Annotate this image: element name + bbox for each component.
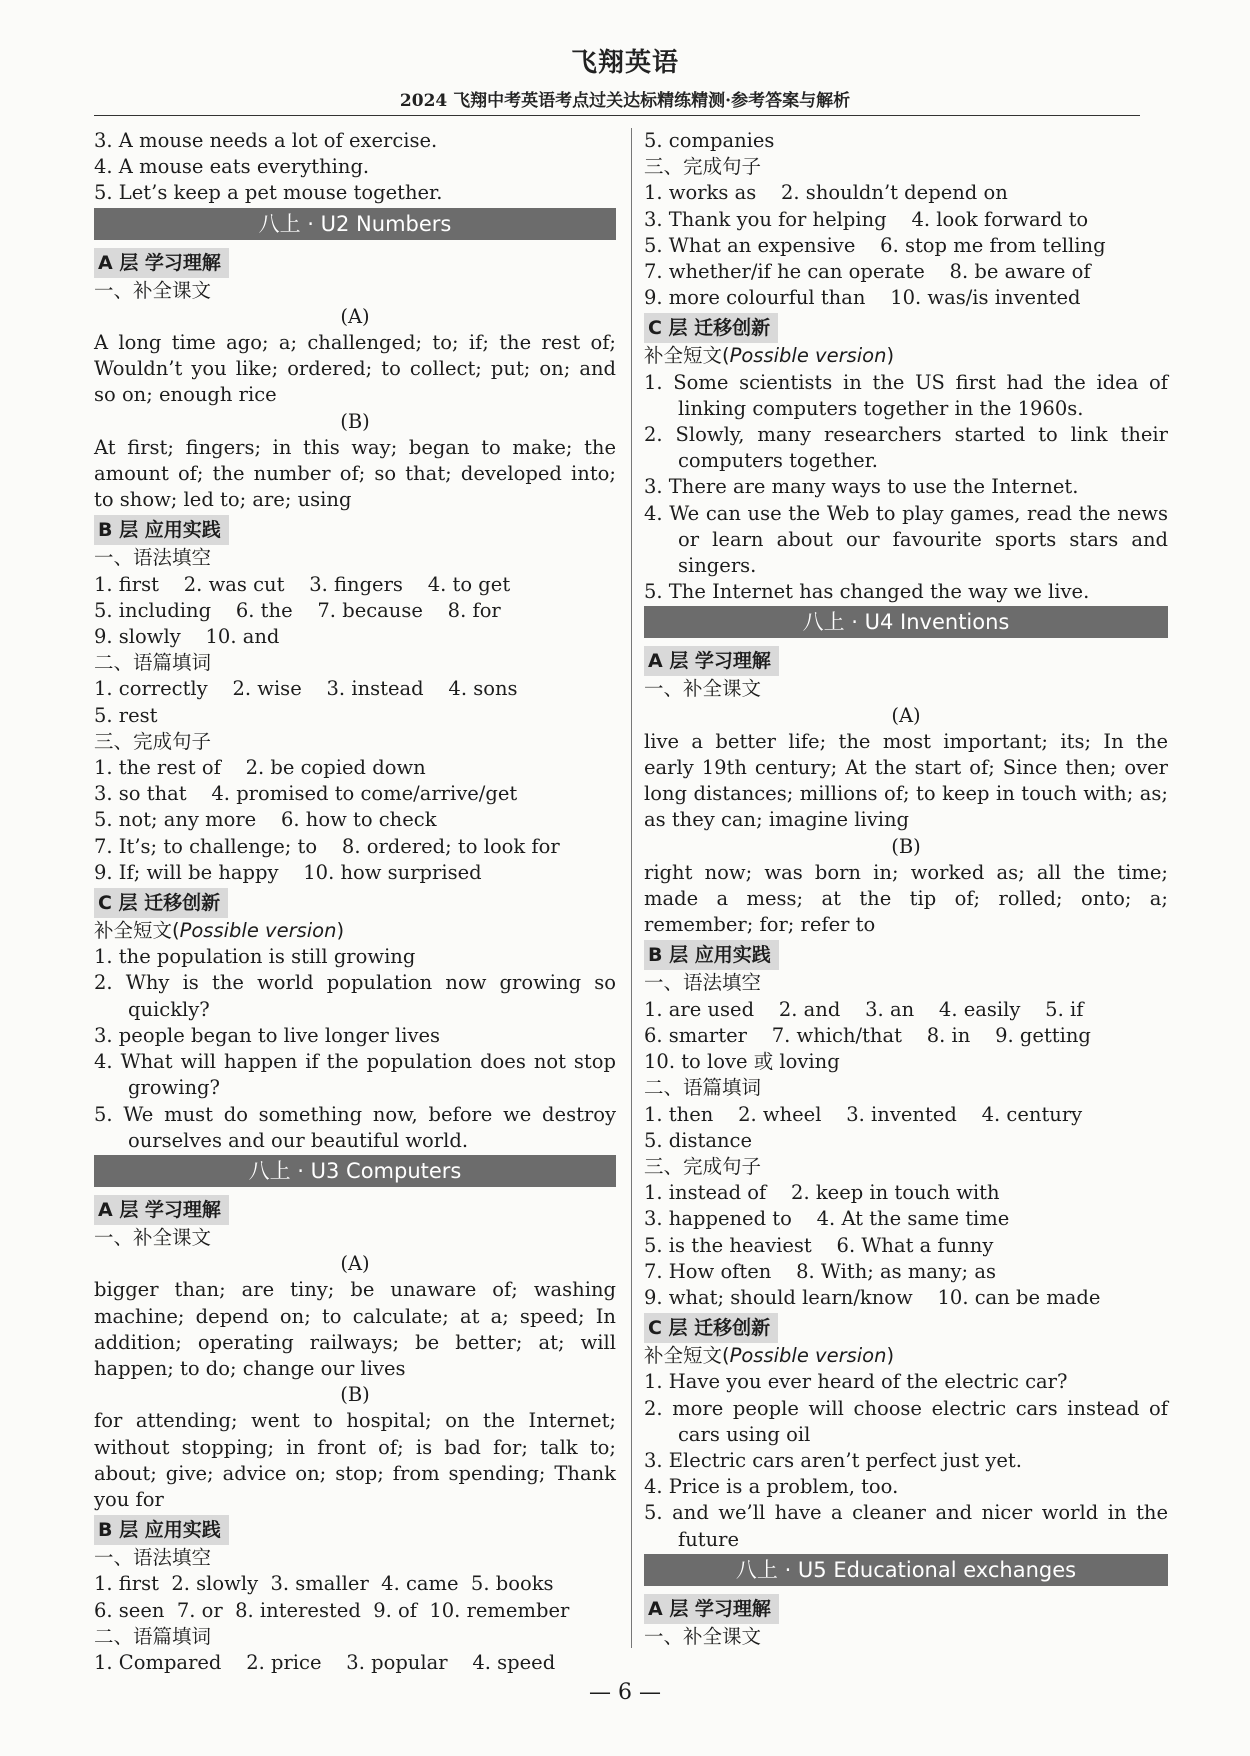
level-heading: C 层 迁移创新 <box>644 1313 778 1343</box>
answer-line: 5. distance <box>644 1128 753 1152</box>
level-heading-row <box>94 1513 616 1545</box>
level-heading-row <box>644 644 1168 676</box>
left-column <box>94 128 616 1676</box>
answer-paragraph: live a better life; the most important; its; In the early 19th century; At the start of; Since then; over long distances; millions of; to keep in touch with; as; as they can; imagine living <box>644 729 1168 832</box>
section-heading: 三、完成句子 <box>644 1154 762 1178</box>
answer-line: 3. Thank you for helping 4. look forward to <box>644 207 1089 231</box>
section-heading: 一、补全课文 <box>94 1225 212 1249</box>
unit-banner: 八上 · U3 Computers <box>94 1155 616 1187</box>
passage-label: (B) <box>340 409 370 433</box>
answer-paragraph: At first; fingers; in this way; began to make; the amount of; the number of; so that; developed into; to show; led to; are; using <box>94 435 616 512</box>
level-heading: C 层 迁移创新 <box>94 888 228 918</box>
answer-line: 5. Let’s keep a pet mouse together. <box>94 181 443 205</box>
level-heading: A 层 学习理解 <box>94 248 229 278</box>
answer-item: 2. more people will choose electric cars instead of cars using oil <box>644 1396 1168 1446</box>
answer-line: 1. first 2. was cut 3. fingers 4. to get <box>94 572 511 596</box>
answer-item: 1. the population is still growing <box>94 945 416 969</box>
level-heading-row <box>644 938 1168 970</box>
answer-line: 3. happened to 4. At the same time <box>644 1207 1010 1231</box>
answer-item: 4. Price is a problem, too. <box>644 1475 899 1499</box>
section-heading: 一、补全课文 <box>644 1624 762 1648</box>
answer-item: 3. There are many ways to use the Internet. <box>644 475 1079 499</box>
answer-line: 3. so that 4. promised to come/arrive/get <box>94 782 518 806</box>
answer-paragraph: right now; was born in; worked as; all the time; made a mess; at the tip of; rolled; onto; a; remember; for; refer to <box>644 860 1168 937</box>
answer-paragraph: bigger than; are tiny; be unaware of; washing machine; depend on; to calculate; at a; speed; In addition; operating railways; be better; at; will happen; to do; change our lives <box>94 1278 616 1380</box>
level-heading-row <box>644 1592 1168 1624</box>
level-heading: B 层 应用实践 <box>94 515 229 545</box>
answer-item: 2. Why is the world population now growing so quickly? <box>94 971 616 1021</box>
answer-paragraph: for attending; went to hospital; on the Internet; without stopping; in front of; is bad for; talk to; about; give; advice on; stop; from spending; Thank you for <box>94 1409 616 1511</box>
level-heading: C 层 迁移创新 <box>644 313 778 343</box>
answer-line: 1. works as 2. shouldn’t depend on <box>644 181 1008 205</box>
answer-line: 5. not; any more 6. how to check <box>94 808 437 832</box>
answer-line: 5. is the heaviest 6. What a funny <box>644 1233 994 1257</box>
section-heading: 三、完成句子 <box>94 729 212 753</box>
answer-item: 1. Have you ever heard of the electric car? <box>644 1370 1068 1394</box>
possible-version-note: Possible version <box>179 919 337 943</box>
answer-line: 3. A mouse needs a lot of exercise. <box>94 129 438 152</box>
level-heading: A 层 学习理解 <box>644 646 779 676</box>
header-rule <box>94 115 1140 116</box>
answer-line: 7. How often 8. With; as many; as <box>644 1259 996 1283</box>
level-heading-row <box>644 311 1168 343</box>
subsection-heading <box>644 1343 1168 1369</box>
answer-item: 5. The Internet has changed the way we live. <box>644 580 1090 604</box>
answer-item: 2. Slowly, many researchers started to link their computers together. <box>644 423 1168 473</box>
level-heading-row <box>94 1193 616 1225</box>
level-heading-row <box>94 886 616 918</box>
paren-close: ) <box>336 919 345 943</box>
answer-paragraph: A long time ago; a; challenged; to; if; the rest of; Wouldn’t you like; ordered; to collect; put; on; and so on; enough rice <box>94 331 616 407</box>
section-heading: 一、补全课文 <box>644 677 762 701</box>
section-heading: 三、完成句子 <box>644 155 762 179</box>
right-column <box>644 128 1168 1650</box>
section-heading: 一、语法填空 <box>644 971 762 995</box>
answer-line: 1. first 2. slowly 3. smaller 4. came 5. books <box>94 1572 554 1596</box>
level-heading: A 层 学习理解 <box>94 1195 229 1225</box>
answer-line: 9. more colourful than 10. was/is invented <box>644 286 1081 310</box>
answer-item: 3. people began to live longer lives <box>94 1023 441 1047</box>
possible-version-note: Possible version <box>729 344 887 368</box>
level-heading: B 层 应用实践 <box>94 1515 229 1545</box>
subsection-heading <box>94 918 616 944</box>
level-heading-row <box>94 246 616 278</box>
paren-close: ) <box>886 344 895 368</box>
answer-line: 1. then 2. wheel 3. invented 4. century <box>644 1102 1083 1126</box>
column-divider <box>631 128 632 1648</box>
section-heading: 一、语法填空 <box>94 546 212 570</box>
answer-line: 1. instead of 2. keep in touch with <box>644 1181 1000 1205</box>
answer-item: 4. What will happen if the population does not stop growing? <box>94 1050 616 1100</box>
answer-line: 6. seen 7. or 8. interested 9. of 10. remember <box>94 1598 570 1622</box>
answer-line: 7. It’s; to challenge; to 8. ordered; to look for <box>94 834 560 858</box>
section-heading: 二、语篇填词 <box>94 1624 212 1648</box>
unit-banner: 八上 · U4 Inventions <box>644 606 1168 638</box>
level-heading: B 层 应用实践 <box>644 940 779 970</box>
answer-item: 4. We can use the Web to play games, read the news or learn about our favourite sports stars and singers. <box>644 501 1168 578</box>
section-heading: 一、补全课文 <box>94 278 212 302</box>
brand-logo: 飞翔英语 <box>570 48 679 78</box>
answer-line: 5. What an expensive 6. stop me from telling <box>644 233 1106 257</box>
answer-line: 6. smarter 7. which/that 8. in 9. getting <box>644 1023 1091 1047</box>
section-heading: 一、语法填空 <box>94 1546 212 1570</box>
subsection-heading <box>644 343 1168 369</box>
level-heading-row <box>644 1311 1168 1343</box>
possible-version-note: Possible version <box>729 1344 887 1368</box>
passage-label: (B) <box>891 834 921 858</box>
level-heading: A 层 学习理解 <box>644 1594 779 1624</box>
answer-line: 10. to love 或 loving <box>644 1050 840 1074</box>
answer-line: 5. rest <box>94 703 158 727</box>
passage-label: (A) <box>891 703 921 727</box>
answer-line: 1. are used 2. and 3. an 4. easily 5. if <box>644 997 1084 1021</box>
section-heading: 二、语篇填词 <box>644 1076 762 1100</box>
unit-banner: 八上 · U5 Educational exchanges <box>644 1554 1168 1586</box>
passage-label: (A) <box>340 304 370 328</box>
answer-line: 9. If; will be happy 10. how surprised <box>94 860 482 884</box>
answer-line: 1. correctly 2. wise 3. instead 4. sons <box>94 677 518 701</box>
answer-item: 5. We must do something now, before we destroy ourselves and our beautiful world. <box>94 1102 616 1152</box>
answer-line: 1. Compared 2. price 3. popular 4. speed <box>94 1650 556 1674</box>
page-number: — 6 — <box>589 1680 661 1705</box>
answer-item: 3. Electric cars aren’t perfect just yet. <box>644 1448 1022 1472</box>
answer-line: 9. what; should learn/know 10. can be made <box>644 1285 1101 1309</box>
answer-line: 5. companies <box>644 129 775 152</box>
answer-line: 7. whether/if he can operate 8. be aware of <box>644 260 1091 284</box>
answer-item: 1. Some scientists in the US first had the idea of linking computers together in the 1960s. <box>644 370 1168 420</box>
answer-line: 9. slowly 10. and <box>94 625 280 649</box>
passage-label: (A) <box>340 1252 370 1276</box>
answer-line: 1. the rest of 2. be copied down <box>94 756 426 780</box>
section-heading: 二、语篇填词 <box>94 651 212 675</box>
answer-item: 5. and we’ll have a cleaner and nicer world in the future <box>644 1501 1168 1551</box>
unit-banner: 八上 · U2 Numbers <box>94 208 616 240</box>
subsection-label: 补全短文( <box>644 1344 730 1368</box>
passage-label: (B) <box>340 1383 370 1407</box>
answer-line: 5. including 6. the 7. because 8. for <box>94 598 501 622</box>
subsection-label: 补全短文( <box>644 344 730 368</box>
level-heading-row <box>94 513 616 545</box>
subsection-label: 补全短文( <box>94 919 180 943</box>
paren-close: ) <box>886 1344 895 1368</box>
answer-line: 4. A mouse eats everything. <box>94 155 370 179</box>
page-header-title: 2024 飞翔中考英语考点过关达标精练精测·参考答案与解析 <box>399 91 851 111</box>
